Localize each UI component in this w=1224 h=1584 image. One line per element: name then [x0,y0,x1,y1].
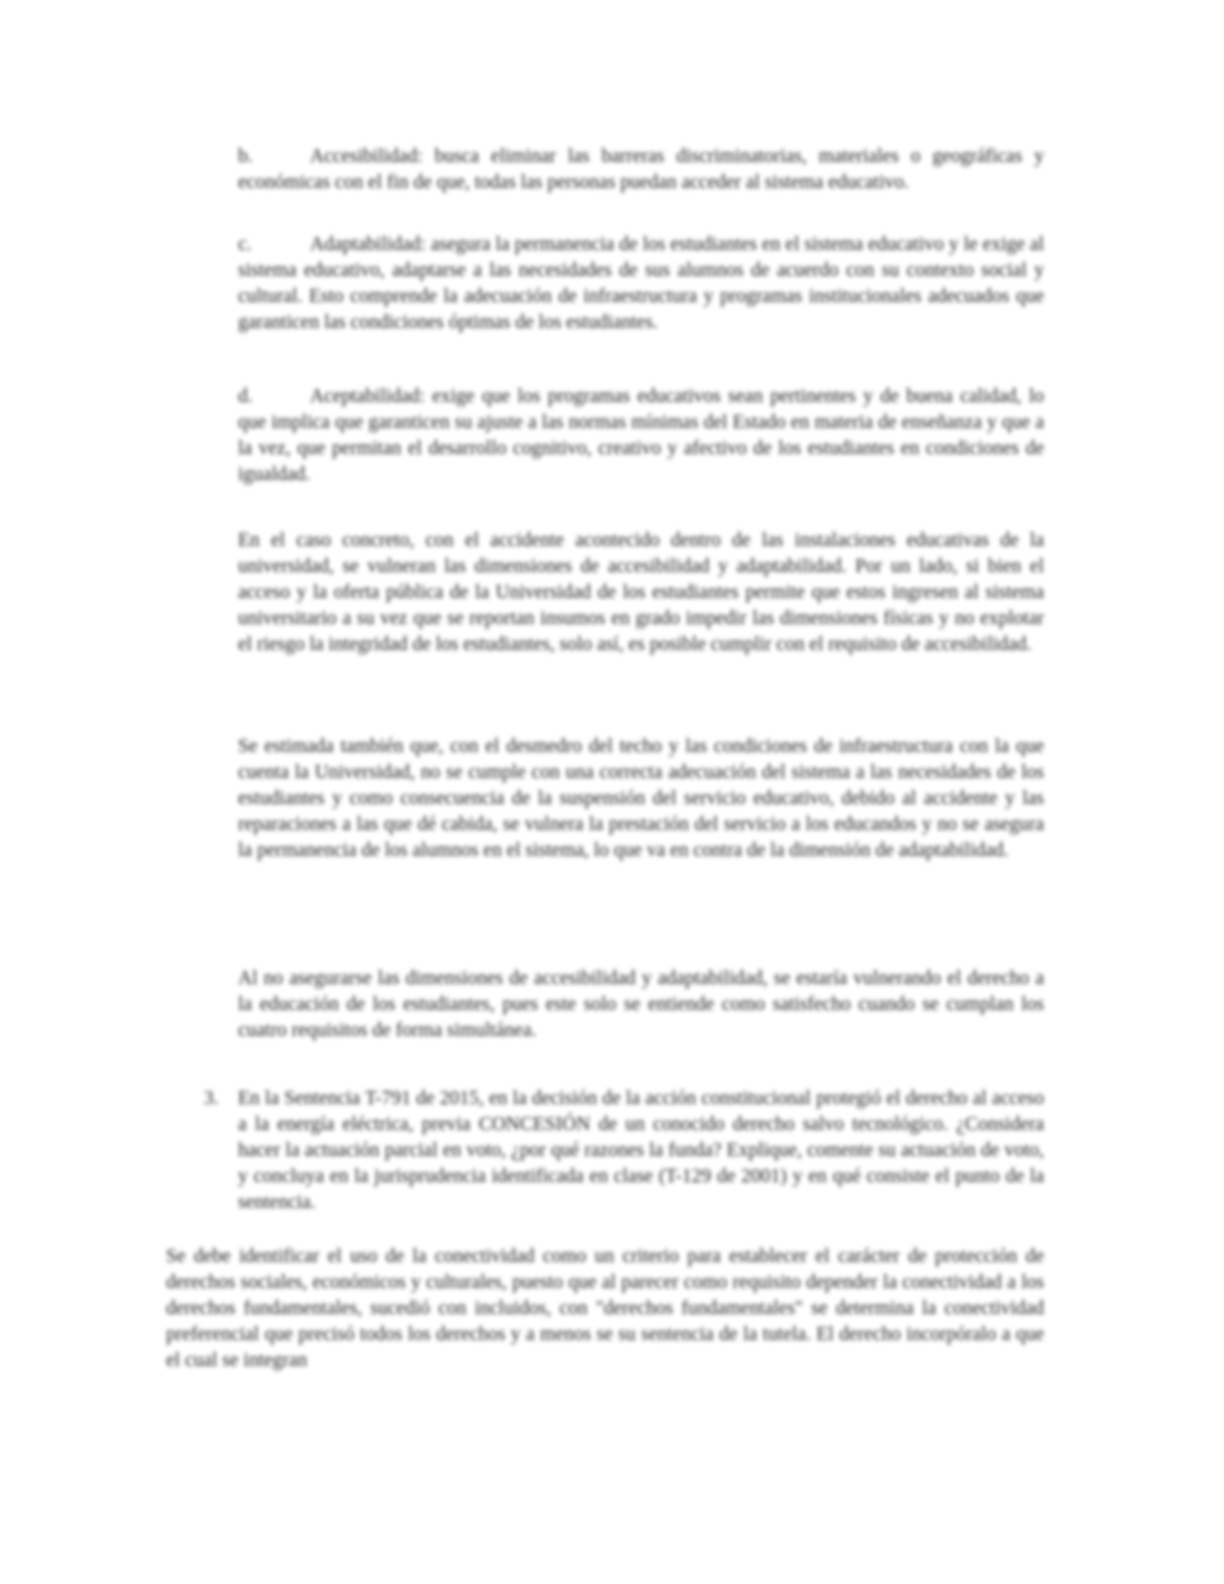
list-item-d [238,384,1044,488]
list-marker: c. [238,234,252,255]
list-marker: d. [238,386,253,407]
body-paragraph: Se estimada también que, con el desmedro del techo y las condiciones de infraestructura con la que cuenta la Universidad, no se cumple con una correcta adecuación del sistema a las necesidades de los estudiantes y como consecuencia de la suspensión del servicio educativo, debido al accidente y las reparaciones a las que dé cabida, se vulnera la prestación del servicio a los educandos y no se asegura la permanencia de los alumnos en el sistema, lo que va en contra de la dimensión de adaptabilidad. [238,736,1044,861]
list-item-b [238,144,1044,196]
item-text: En la Sentencia T-791 de 2015, en la decisión de la acción constitucional protegió el derecho al acceso a la energía eléctrica, previa CONCESIÓN de un conocido derecho salvo tecnológico. ¿Considera hacer la actuación parcial en voto, ¿por qué razones la funda? Explique, comente su actuación de voto, y concluya en la jurisprudencia identificada en clase (T-129 de 2001) y en qué consiste el punto de la sentencia. [238,1088,1044,1213]
body-paragraph: Al no asegurarse las dimensiones de accesibilidad y adaptabilidad, se estaría vulnerando el derecho a la educación de los estudiantes, pues este solo se entiende como satisfecho cuando se cumplan los cuatro requisitos de forma simultánea. [238,968,1044,1041]
numbered-item [204,1086,1044,1216]
list-item-text: Aceptabilidad: exige que los programas educativos sean pertinentes y de buena calidad, lo que implica que garanticen su ajuste a las normas mínimas del Estado en materia de enseñanza y que a la vez, que permitan el desarrollo cognitivo, creativo y afectivo de los estudiantes en condiciones de igualdad. [238,386,1044,485]
list-item-c [238,232,1044,336]
body-paragraph: En el caso concreto, con el accidente acontecido dentro de las instalaciones educativas de la universidad, se vulneran las dimensiones de accesibilidad y adaptabilidad. Por un lado, si bien el acceso y la oferta pública de la Universidad de los estudiantes permite que estos ingresen al sistema universitario a su vez que se reportan insumos en grado impedir las dimensiones físicas y no explotar el riesgo la integridad de los estudiantes, solo así, es posible cumplir con el requisito de accesibilidad. [238,530,1044,655]
list-item-text: Adaptabilidad: asegura la permanencia de los estudiantes en el sistema educativo y le exige al sistema educativo, adaptarse a las necesidades de sus alumnos de acuerdo con su contexto social y cultural. Esto comprende la adecuación de infraestructura y programas institucionales adecuados que garanticen las condiciones óptimas de los estudiantes. [238,234,1044,333]
list-marker: b. [238,146,253,167]
item-number: 3. [204,1088,219,1109]
closing-paragraph: Se debe identificar el uso de la conectividad como un criterio para establecer el carácter de protección de derechos sociales, económicos y culturales, puesto que al parecer como requisito depender la conectividad a los derechos fundamentales, sucedió con incluidos, con "derechos fundamentales" se determina la conectividad preferencial que precisó todos los derechos y a menos se su sentencia de la tutela. El derecho incorpóralo a que el cual se integran [166,1246,1044,1371]
list-item-text: Accesibilidad: busca eliminar las barreras discriminatorias, materiales o geográficas y económicas con el fin de que, todas las personas puedan acceder al sistema educativo. [238,146,1044,193]
